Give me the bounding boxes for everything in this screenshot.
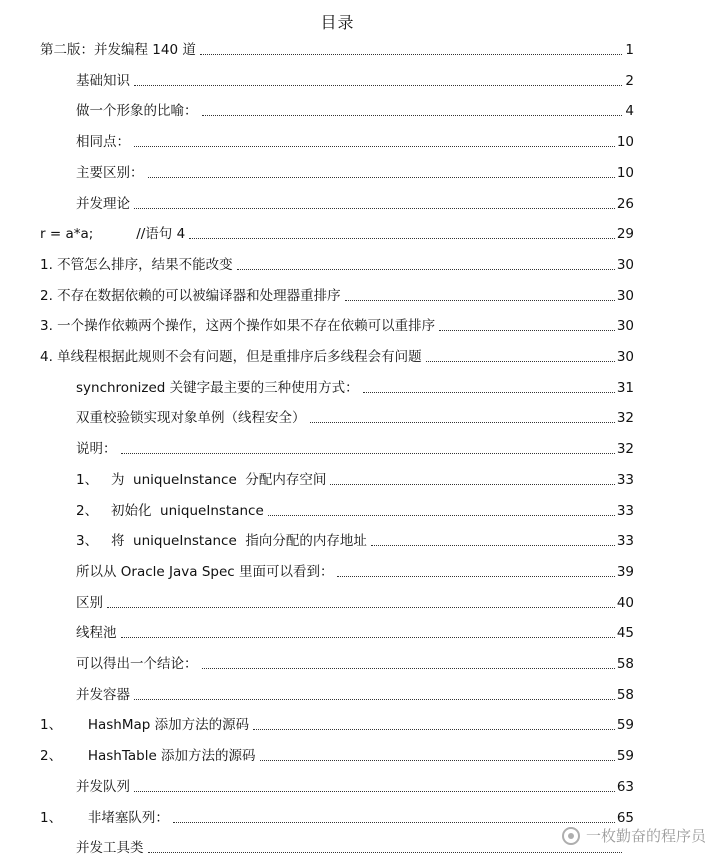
- toc-entry-text: 3、 将 uniqueInstance 指向分配的内存地址: [76, 533, 367, 550]
- toc-entry-page: 33: [616, 502, 634, 519]
- toc-entry-text: 区别: [76, 594, 103, 611]
- toc-entry[interactable]: [76, 529, 634, 549]
- toc-entry-text: 2、 HashTable 添加方法的源码: [40, 748, 256, 765]
- toc-entry[interactable]: [76, 468, 634, 488]
- toc-entry-text: 1、 非堵塞队列：: [40, 809, 169, 826]
- watermark: [562, 825, 706, 846]
- toc-dot-leader: [310, 422, 615, 423]
- toc-entry[interactable]: [40, 222, 634, 242]
- toc-title: 目录: [320, 13, 355, 32]
- toc-entry-text: 第二版：并发编程 140 道: [40, 42, 196, 58]
- toc-dot-leader: [189, 238, 615, 239]
- toc-entry[interactable]: [76, 437, 634, 457]
- toc-entry-page: 30: [616, 287, 634, 304]
- toc-entry[interactable]: [76, 192, 634, 212]
- toc-entry-text: 双重校验锁实现对象单例（线程安全）: [76, 410, 306, 427]
- toc-dot-leader: [148, 177, 615, 178]
- toc-dot-leader: [200, 54, 622, 55]
- toc-dot-leader: [268, 515, 615, 516]
- toc-entry-text: 2、 初始化 uniqueInstance: [76, 502, 264, 519]
- toc-entry-text: 做一个形象的比喻：: [76, 103, 198, 120]
- toc-entry-text: 2. 不存在数据依赖的可以被编译器和处理器重排序: [40, 287, 341, 304]
- toc-entry-text: 1、 为 uniqueInstance 分配内存空间: [76, 471, 327, 488]
- toc-entry-text: 1. 不管怎么排序，结果不能改变: [40, 256, 233, 273]
- toc-entry-page: 40: [616, 594, 634, 611]
- toc-entry-page: 4: [625, 103, 634, 120]
- toc-dot-leader: [134, 699, 615, 700]
- toc-dot-leader: [371, 545, 615, 546]
- toc-entry[interactable]: [40, 345, 634, 365]
- toc-dot-leader: [134, 208, 615, 209]
- toc-dot-leader: [330, 484, 614, 485]
- toc-entry-page: 30: [616, 318, 634, 335]
- toc-entry-page: 30: [616, 349, 634, 365]
- toc-entry-page: 30: [616, 256, 634, 273]
- toc-dot-leader: [121, 637, 615, 638]
- toc-entry-text: 相同点：: [76, 134, 130, 151]
- toc-entry-page: 45: [616, 625, 634, 642]
- toc-entry-text: 线程池: [76, 625, 117, 642]
- toc-dot-leader: [202, 668, 615, 669]
- toc-entry-page: 65: [616, 809, 634, 826]
- toc-entry-page: 10: [616, 164, 634, 181]
- toc-dot-leader: [202, 115, 623, 116]
- watermark-text: 一枚勤奋的程序员: [585, 827, 706, 845]
- toc-entry-text: r = a*a; //语句 4: [40, 226, 186, 243]
- toc-entry[interactable]: [76, 560, 634, 580]
- toc-dot-leader: [121, 453, 615, 454]
- toc-entry-page: 31: [616, 379, 634, 396]
- toc-entry[interactable]: [76, 775, 634, 795]
- toc-entry-text: 并发工具类: [76, 840, 144, 857]
- toc-entry-page: 10: [616, 134, 634, 151]
- toc-entry[interactable]: [76, 69, 634, 89]
- toc-entry[interactable]: [76, 836, 634, 856]
- toc-entry-text: 1、 HashMap 添加方法的源码: [40, 717, 250, 734]
- toc-entry[interactable]: [76, 99, 634, 119]
- toc-entry-text: 基础知识: [76, 72, 130, 89]
- toc-entry[interactable]: [76, 652, 634, 672]
- toc-dot-leader: [148, 852, 623, 853]
- toc-entry[interactable]: [76, 406, 634, 426]
- watermark-logo-icon: [562, 827, 580, 845]
- toc-entry-text: 4. 单线程根据此规则不会有问题，但是重排序后多线程会有问题: [40, 349, 422, 365]
- toc-dot-leader: [134, 791, 615, 792]
- toc-entry-text: 3. 一个操作依赖两个操作，这两个操作如果不存在依赖可以重排序: [40, 318, 436, 335]
- toc-entry-page: 39: [616, 563, 634, 580]
- toc-entry[interactable]: [76, 499, 634, 519]
- toc-entry[interactable]: [40, 284, 634, 304]
- toc-entry-page: 63: [616, 778, 634, 795]
- toc-entry[interactable]: [40, 314, 634, 334]
- toc-entry-page: 29: [616, 226, 634, 243]
- toc-entry-page: 33: [616, 533, 634, 550]
- toc-dot-leader: [173, 822, 615, 823]
- toc-entry-page: 2: [625, 72, 634, 89]
- toc-entry[interactable]: [40, 744, 634, 764]
- toc-entry-text: 说明：: [76, 441, 117, 458]
- toc-dot-leader: [237, 269, 615, 270]
- toc-entry-text: synchronized 关键字最主要的三种使用方式：: [76, 379, 359, 396]
- toc-dot-leader: [253, 729, 615, 730]
- toc-entry-page: 58: [616, 686, 634, 703]
- toc-entry[interactable]: [76, 376, 634, 396]
- toc-entry[interactable]: [76, 591, 634, 611]
- toc-entry-page: 59: [616, 748, 634, 765]
- toc-entry-page: 26: [616, 195, 634, 212]
- toc-entry[interactable]: [76, 161, 634, 181]
- toc-dot-leader: [134, 85, 622, 86]
- toc-entry-text: 并发理论: [76, 195, 130, 212]
- toc-dot-leader: [134, 146, 615, 147]
- toc-dot-leader: [345, 300, 615, 301]
- toc-dot-leader: [363, 392, 615, 393]
- toc-entry[interactable]: [40, 253, 634, 273]
- toc-entry-text: 并发容器: [76, 686, 130, 703]
- toc-entry-page: 1: [625, 42, 634, 58]
- toc-dot-leader: [337, 576, 614, 577]
- toc-entry[interactable]: [40, 38, 634, 58]
- toc-entry[interactable]: [40, 806, 634, 826]
- toc-entry[interactable]: [76, 130, 634, 150]
- toc-entry-text: 可以得出一个结论：: [76, 656, 198, 672]
- toc-entry-text: 所以从 Oracle Java Spec 里面可以看到：: [76, 563, 334, 580]
- toc-entry-text: 并发队列: [76, 778, 130, 795]
- toc-entry-text: 主要区别：: [76, 164, 144, 181]
- toc-entry-page: 33: [616, 471, 634, 488]
- toc-entry[interactable]: [76, 683, 634, 703]
- toc-entry-page: 32: [616, 441, 634, 458]
- toc-entry-page: 32: [616, 410, 634, 427]
- toc-dot-leader: [260, 760, 615, 761]
- toc-entry-page: 59: [616, 717, 634, 734]
- toc-entry[interactable]: [76, 621, 634, 641]
- toc-dot-leader: [107, 607, 615, 608]
- toc-entry-page: 58: [616, 656, 634, 672]
- toc-entry[interactable]: [40, 713, 634, 733]
- toc-dot-leader: [439, 330, 615, 331]
- toc-dot-leader: [426, 361, 615, 362]
